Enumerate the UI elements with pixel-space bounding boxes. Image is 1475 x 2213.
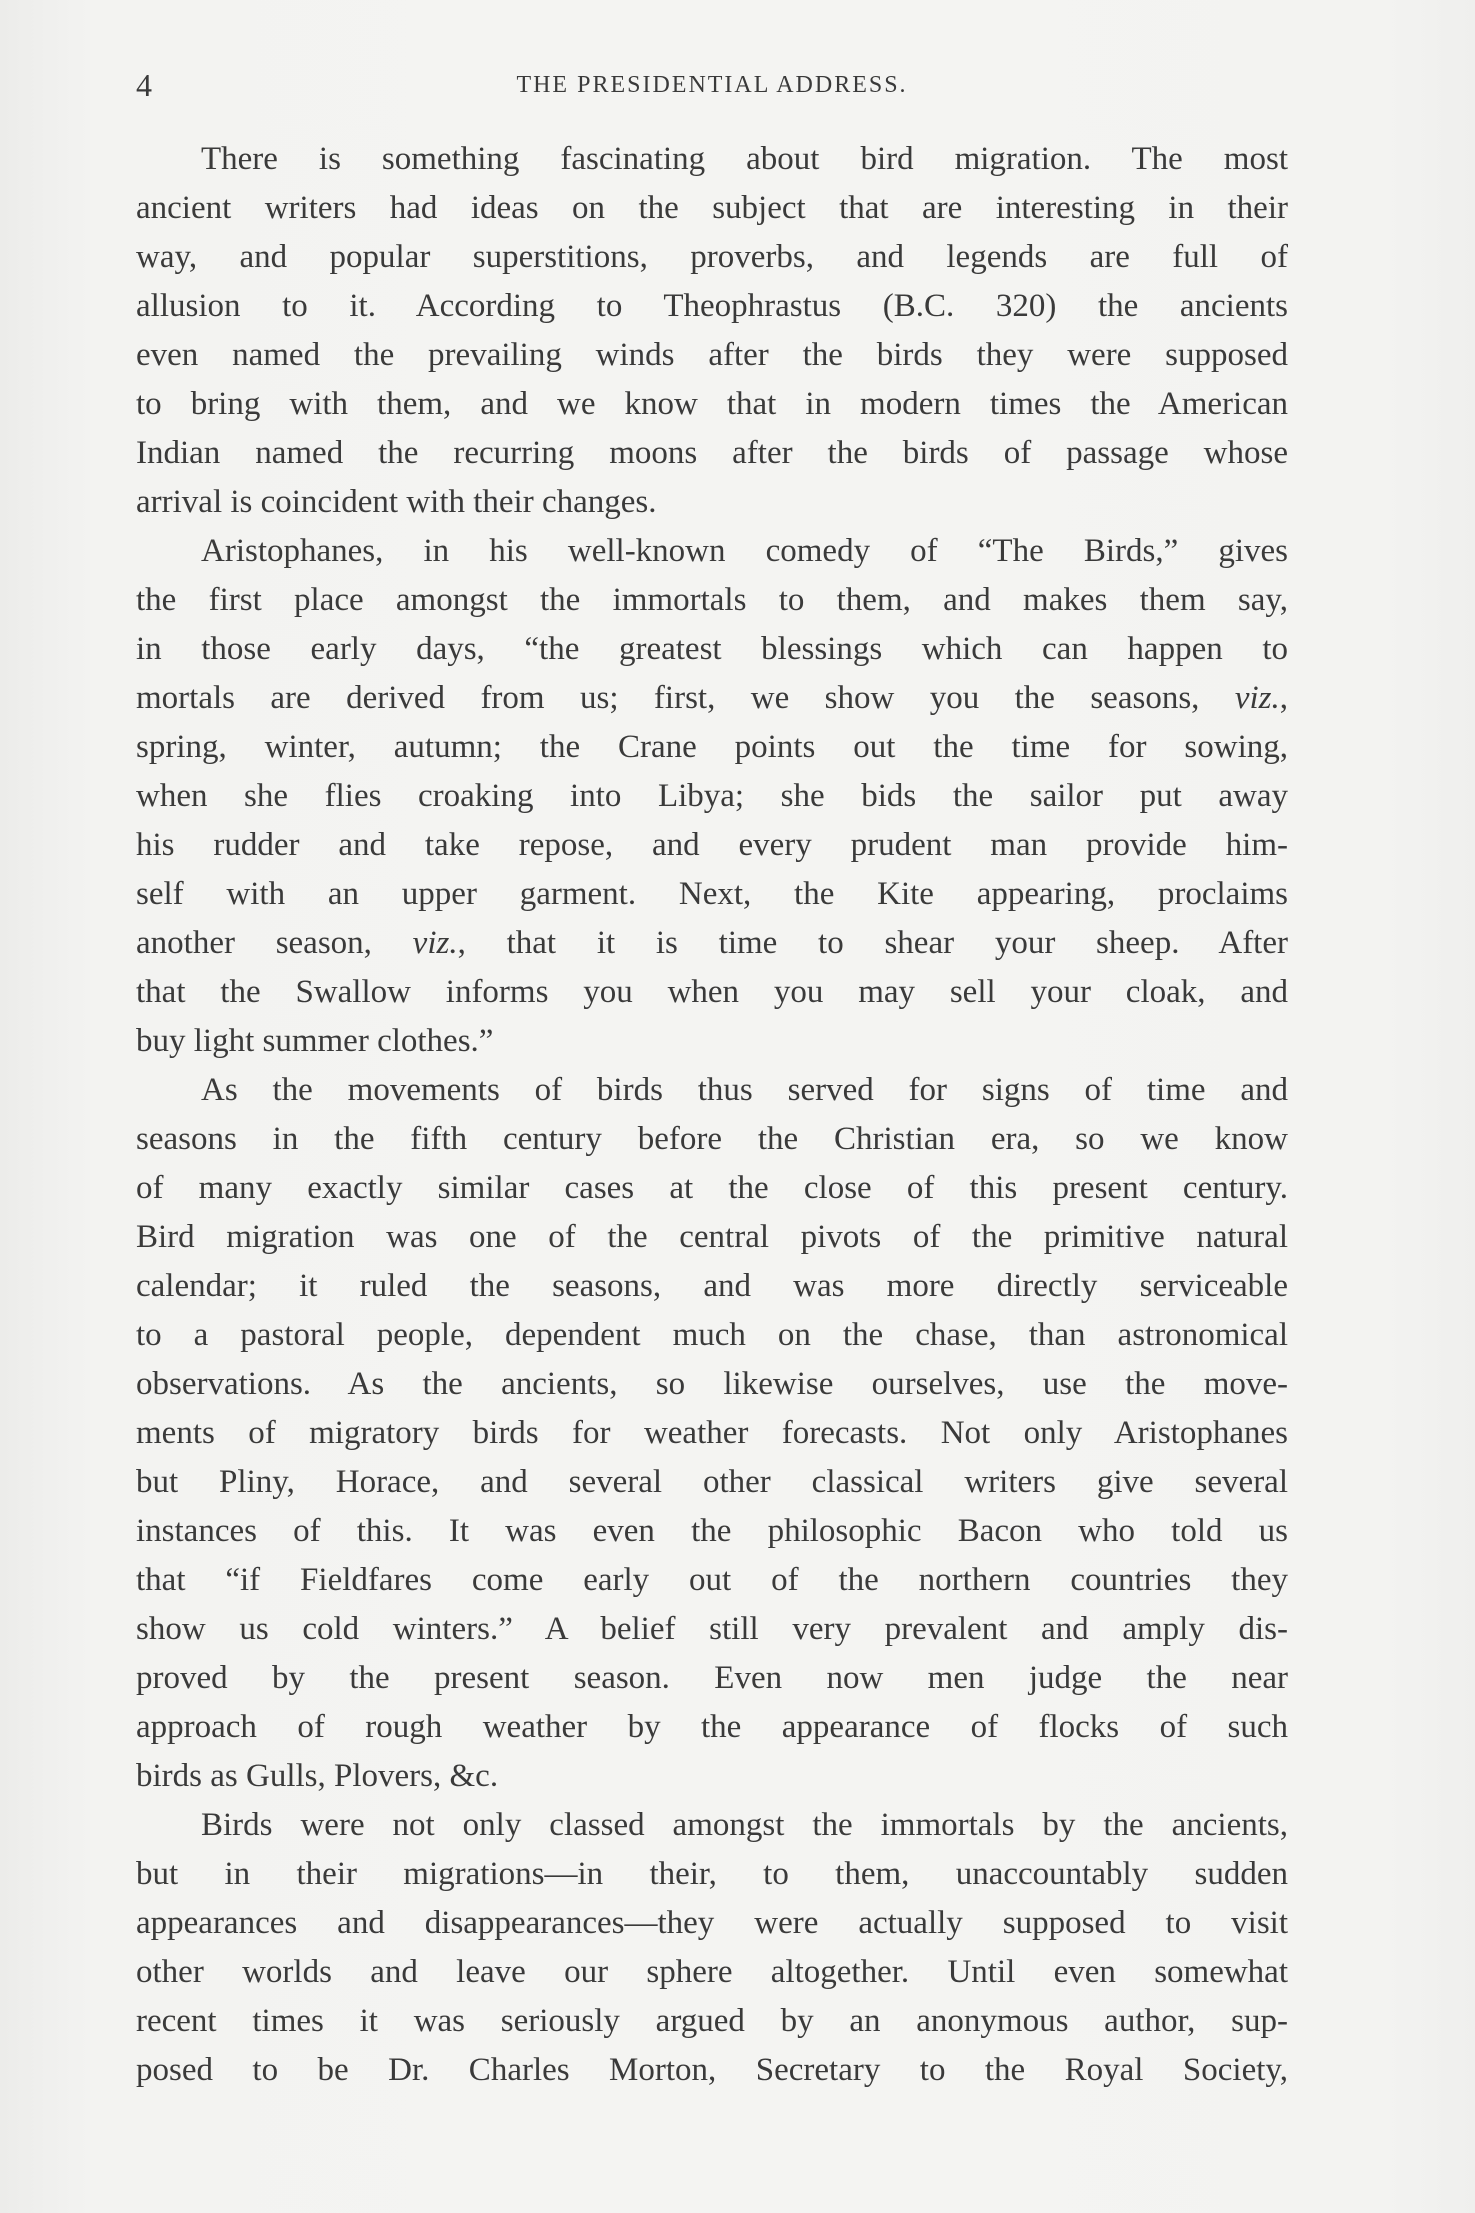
- running-title: THE PRESIDENTIAL ADDRESS.: [516, 72, 908, 98]
- text-line: calendar; it ruled the seasons, and was more directly serviceable: [136, 1268, 1288, 1304]
- text-line: Birds were not only classed amongst the immortals by the ancients,: [201, 1807, 1288, 1843]
- text-line: instances of this. It was even the philosophic Bacon who told us: [136, 1513, 1288, 1549]
- text-line: Bird migration was one of the central pivots of the primitive natural: [136, 1219, 1288, 1255]
- text-line: show us cold winters.” A belief still very prevalent and amply dis-: [136, 1611, 1288, 1647]
- text-line: that “if Fieldfares come early out of the northern countries they: [136, 1562, 1288, 1598]
- text-line: recent times it was seriously argued by an anonymous author, sup-: [136, 2003, 1288, 2039]
- text-line: way, and popular superstitions, proverbs, and legends are full of: [136, 239, 1288, 275]
- text-line: to bring with them, and we know that in modern times the American: [136, 386, 1288, 422]
- text-line: but Pliny, Horace, and several other classical writers give several: [136, 1464, 1288, 1500]
- text-line: posed to be Dr. Charles Morton, Secretary to the Royal Society,: [136, 2052, 1288, 2088]
- text-line: another season, viz., that it is time to shear your sheep. After: [136, 925, 1288, 961]
- text-line: other worlds and leave our sphere altogether. Until even somewhat: [136, 1954, 1288, 1990]
- text-line: when she flies croaking into Libya; she bids the sailor put away: [136, 778, 1288, 814]
- text-line: Aristophanes, in his well-known comedy of “The Birds,” gives: [201, 533, 1288, 569]
- text-line: arrival is coincident with their changes.: [136, 484, 657, 520]
- text-line: appearances and disappearances—they were actually supposed to visit: [136, 1905, 1288, 1941]
- italic-abbreviation: viz.: [412, 925, 458, 961]
- paragraph: [136, 1066, 1288, 1801]
- text-line: the first place amongst the immortals to them, and makes them say,: [136, 582, 1288, 618]
- text-line: self with an upper garment. Next, the Kite appearing, proclaims: [136, 876, 1288, 912]
- text-line: of many exactly similar cases at the close of this present century.: [136, 1170, 1288, 1206]
- text-line: even named the prevailing winds after the birds they were supposed: [136, 337, 1288, 373]
- text-line: buy light summer clothes.”: [136, 1023, 494, 1059]
- text-line: There is something fascinating about bird migration. The most: [201, 141, 1288, 177]
- paragraph: [136, 1801, 1288, 2095]
- text-line: observations. As the ancients, so likewise ourselves, use the move-: [136, 1366, 1288, 1402]
- text-line: spring, winter, autumn; the Crane points out the time for sowing,: [136, 729, 1288, 765]
- text-line: ancient writers had ideas on the subject that are interesting in their: [136, 190, 1288, 226]
- text-line: Indian named the recurring moons after the birds of passage whose: [136, 435, 1288, 471]
- italic-abbreviation: viz.: [1234, 680, 1280, 716]
- text-line: that the Swallow informs you when you may sell your cloak, and: [136, 974, 1288, 1010]
- paragraph: [136, 527, 1288, 1066]
- text-line: As the movements of birds thus served for signs of time and: [201, 1072, 1288, 1108]
- body-text: [136, 135, 1288, 2095]
- text-line: ments of migratory birds for weather forecasts. Not only Aristophanes: [136, 1415, 1288, 1451]
- text-line: his rudder and take repose, and every prudent man provide him-: [136, 827, 1288, 863]
- text-line: to a pastoral people, dependent much on the chase, than astronomical: [136, 1317, 1288, 1353]
- text-line: allusion to it. According to Theophrastus (B.C. 320) the ancients: [136, 288, 1288, 324]
- text-line: seasons in the fifth century before the Christian era, so we know: [136, 1121, 1288, 1157]
- text-line: proved by the present season. Even now men judge the near: [136, 1660, 1288, 1696]
- text-line: birds as Gulls, Plovers, &c.: [136, 1758, 499, 1794]
- page-number: 4: [136, 67, 152, 103]
- text-line: mortals are derived from us; first, we show you the seasons, viz.,: [136, 680, 1288, 716]
- running-head: [136, 62, 1288, 108]
- text-line: but in their migrations—in their, to them, unaccountably sudden: [136, 1856, 1288, 1892]
- paragraph: [136, 135, 1288, 527]
- text-line: approach of rough weather by the appearance of flocks of such: [136, 1709, 1288, 1745]
- text-line: in those early days, “the greatest blessings which can happen to: [136, 631, 1288, 667]
